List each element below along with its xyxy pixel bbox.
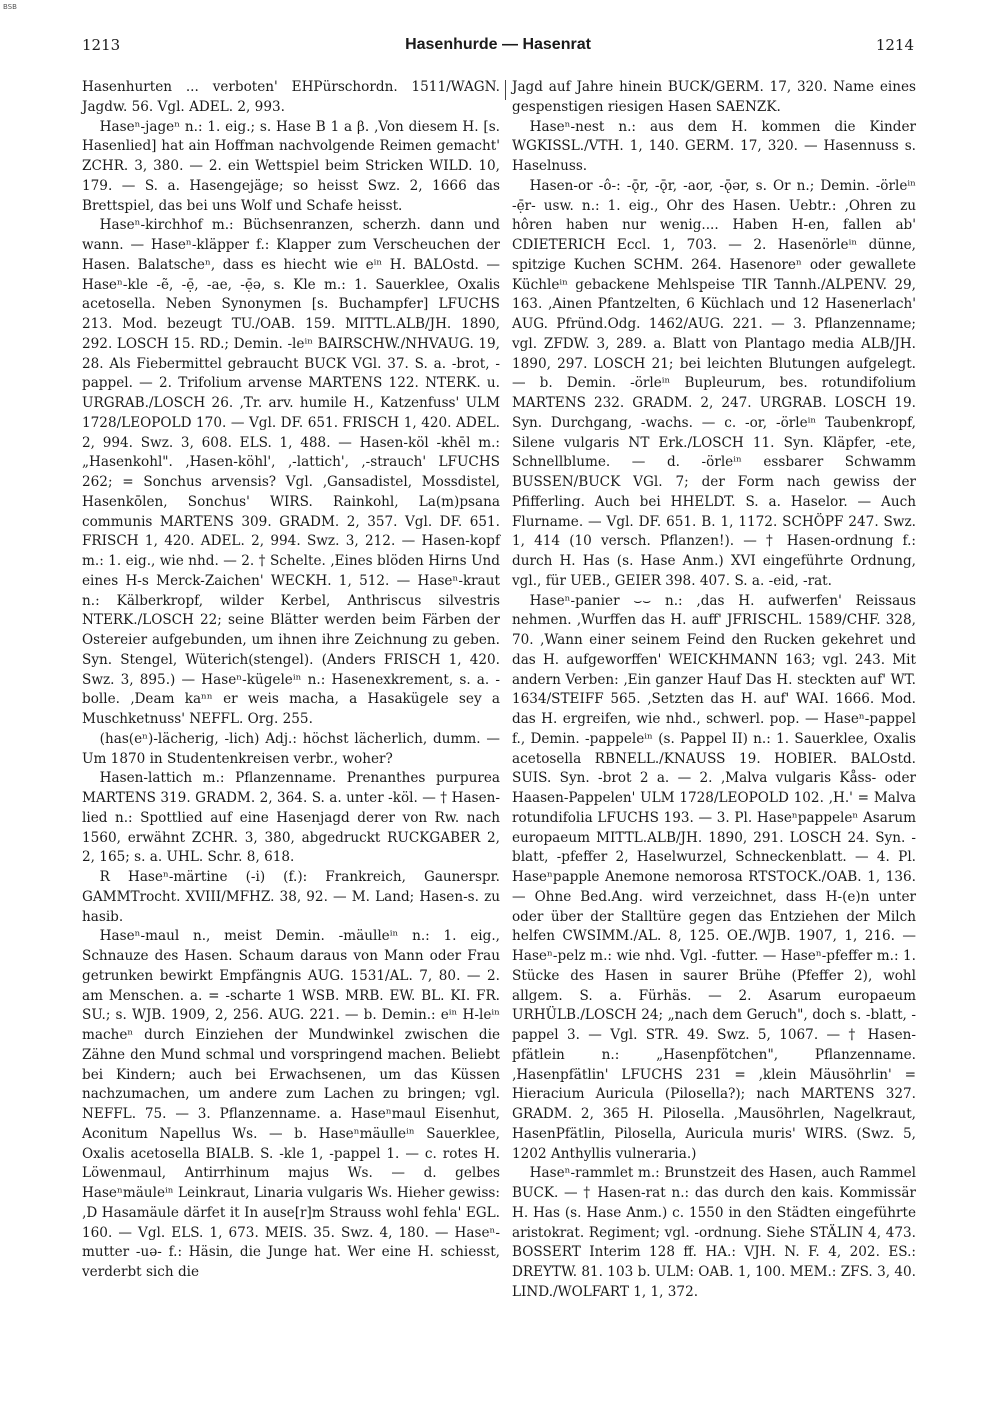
dictionary-entry: Haseⁿ-maul n., meist Demin. -mäulleⁱⁿ n.: 1. eig., Schnauze des Hasen. Schaum daraus von Mann oder Frau getrunken bewirkt Empfängnis AUG. 1531/AL. 7, 80. — 2. am Menschen. a. = -scharte 1 WSB. MRB. EW. BL. KI. FR. SU.; s. WJB. 1909, 2, 256. AUG. 221. — b. Demin.: eⁱⁿ H-leⁱⁿ macheⁿ durch Einziehen der Mundwinkel zwischen die Zähne den Mund schmal und vorspringend machen. Beliebt bei Kindern; auch bei Erwachsenen, um das Küssen nachzumachen, um andere zum Lachen zu bringen; vgl. NEFFL. 75. — 3. Pflanzenname. a. Haseⁿmaul Eisenhut, Aconitum Napellus Ws. — b. Haseⁿmäulleⁱⁿ Sauerklee, Oxalis acetosella BIALB. S. -kle 1, -pappel 1. — c. rotes H. Löwenmaul, Antirrhinum majus Ws. — d. gelbes Haseⁿmäuleⁱⁿ Leinkraut, Linaria vulgaris Ws. Hieher gewiss: ‚D Hasamäule därfet it In ause[r]m Strauss wohl fehla' EGL. 160. — Vgl. ELS. 1, 673. MEIS. 35. Swz. 4, 180. — Haseⁿ-mutter -uə- f.: Häsin, die Junge hat. Wer eine H. schiesst, verderbt sich die (82, 928, 500, 1280)
column-divider (505, 80, 506, 100)
page-number-right: 1214 (875, 36, 914, 54)
dictionary-entry: R Haseⁿ-märtine (-i) (f.): Frankreich, Gaunerspr. GAMMTrocht. XVIII/MFHZ. 38, 92. — M. Land; Hasen-s. zu hasib. (82, 869, 500, 925)
dictionary-entry: (has(eⁿ)-lächerig, -lich) Adj.: höchst lächerlich, dumm. — Um 1870 in Studentenkreisen verbr., woher? (82, 730, 500, 767)
dictionary-entry: Haseⁿ-kirchhof m.: Büchsenranzen, scherzh. dann und wann. — Haseⁿ-kläpper f.: Klapper zum Verscheuchen der Hasen. Balatscheⁿ, dass es hiecht wie eⁱⁿ H. BALOstd. — Haseⁿ-kle -ẽ, -ẹ̄, -ae, -ẹ̄ə, s. Kle m.: 1. Sauerklee, Oxalis acetosella. Neben Synonymen [s. Buchampfer] LFUCHS 213. Mod. bezeugt TU./OAB. 159. MITTL.ALB/JH. 1890, 292. LOSCH 15. RD.; Demin. -leⁱⁿ BAIRSCHW./NHVAUG. 19, 28. Als Fiebermittel gebraucht BUCK VGl. 37. S. a. -brot, -pappel. — 2. Trifolium arvense MARTENS 122. NTERK. u. URGRAB./LOSCH 26. ‚Tr. arv. humile H., Katzenfuss' ULM 1728/LEOPOLD 170. — Vgl. DF. 651. FRISCH 1, 420. ADEL. 2, 994. Swz. 3, 608. ELS. 1, 488. — Hasen-köl -khēl m.: „Hasenkohl". ‚Hasen-köhl', ‚-lattich', ‚-strauch' LFUCHS 262; = Sonchus arvensis? Vgl. ‚Gansadistel, Mossdistel, Hasenkōlen, Sonchus' WIRS. Rainkohl, La(m)psana communis MARTENS 309. GRADM. 2, 357. Vgl. DF. 651. FRISCH 1, 420. ADEL. 2, 994. Swz. 3, 212. — Hasen-kopf m.: 1. eig., wie nhd. — 2. † Schelte. ‚Eines blöden Hirns Und eines H-s Merck-Zaichen' WECKH. 1, 512. — Haseⁿ-kraut n.: Kälberkropf, wilder Kerbel, Anthriscus silvestris NTERK./LOSCH 22; seine Blätter werden beim Färben der Ostereier aufgebunden, um ihnen ihre Zeichnung zu geben. Syn. Stengel, Wüterich(stengel). (Anders FRISCH 1, 420. Swz. 3, 895.) — Haseⁿ-kügeleⁱⁿ n.: Hasenexkrement, s. a. -bolle. ‚Deam kaⁿⁿ er weis macha, a Hasakügele sey a Muschketnuss' NEFFL. Org. 255. (82, 217, 500, 727)
library-watermark: BSB (3, 3, 17, 11)
page-header (82, 36, 914, 60)
right-column (512, 78, 916, 1303)
dictionary-entry: Haseⁿ-jageⁿ n.: 1. eig.; s. Hase B 1 a β. ‚Von diesem H. [s. Hasenlied] hat ain Hoffman nachvolgende Reimen gemacht' ZCHR. 3, 380. — 2. ein Wettspiel beim Stricken WILD. 10, 179. — S. a. Hasengejäge; so heisst Swz. 2, 1666 das Brettspiel, das bei uns Wolf und Schafe heisst. (82, 118, 500, 214)
dictionary-entry: Haseⁿ-rammlet m.: Brunstzeit des Hasen, auch Rammel BUCK. — † Hasen-rat n.: das durch den kais. Kommissär H. Has (s. Hase Anm.) c. 1550 in den Städten eingeführte aristokrat. Regiment; vgl. -ordnung. Siehe STÄLIN 4, 473. BOSSERT Interim 128 ff. HA.: VJH. N. F. 4, 202. ES.: DREYTW. 81. 103 b. ULM: OAB. 1, 100. MEM.: ZFS. 3, 40. LIND./WOLFART 1, 1, 372. (512, 1165, 916, 1300)
running-head: Hasenhurde — Hasenrat (405, 36, 591, 53)
dictionary-entry: Hasenhurten ... verboten' EHPürschordn. 1511/WAGN. Jagdw. 56. Vgl. ADEL. 2, 993. (82, 79, 500, 115)
dictionary-entry: Jagd auf Jahre hinein BUCK/GERM. 17, 320. Name eines gespenstigen riesigen Hasen SAENZK. (512, 79, 916, 115)
dictionary-entry: Haseⁿ-nest n.: aus dem H. kommen die Kinder WGKISSL./VTH. 1, 140. GERM. 17, 320. — Hasennuss s. Haselnuss. (512, 118, 916, 174)
dictionary-entry: Haseⁿ-panier ⌣⌣ n.: ‚das H. aufwerfen' Reissaus nehmen. ‚Wurffen das H. auff' JFRISCHL. 1589/CHF. 328, 70. ‚Wann einer seinem Feind den Rucken gekehret und das H. aufgeworffen' WEICKHMANN 163; vgl. 243. Mit andern Verben: ‚Ein ganzer Hauf Das H. steckten auf' WT. 1634/STEIFF 565. ‚Setzten das H. auf' WAI. 1666. Mod. das H. ergreifen, wie nhd., schwerl. pop. — Haseⁿ-pappel f., Demin. -pappeleⁱⁿ (s. Pappel II) n.: 1. Sauerklee, Oxalis acetosella RBNELL./KNAUSS 19. HOBIER. BALOstd. SUIS. Syn. -brot 2 a. — 2. ‚Malva vulgaris Kåss- oder Haasen-Pappelen' ULM 1728/LEOPOLD 102. ‚H.' = Malva rotundifolia LFUCHS 193. — 3. Pl. Haseⁿpappeleⁿ Asarum europaeum MITTL.ALB/JH. 1890, 291. LOSCH 24. Syn. -blatt, -pfeffer 2, Haselwurzel, Schneckenblatt. — 4. Pl. Haseⁿpapple Anemone nemorosa RTSTOCK./OAB. 1, 136. — Ohne Bed.Ang. wird verzeichnet, dass H-(e)n unter oder über der Stalltüre gegen das Entziehen der Milch helfen CWSIMM./AL. 8, 125. OE./WJB. 1907, 1, 216. — Haseⁿ-pelz m.: wie nhd. Vgl. -futter. — Haseⁿ-pfeffer m.: 1. Stücke des Hasen in saurer Brühe (Pfeffer 2), wohl allgem. S. a. Fürhäs. — 2. Asarum europaeum URHÜLB./LOSCH 24; „nach dem Geruch", doch s. -blatt, -pappel 3. — Vgl. STR. 49. Swz. 5, 1067. — † Hasen-pfätlein n.: „Hasenpfötchen", Pflanzenname. ‚Hasenpfätlin' LFUCHS 231 = ‚klein Mäusöhrlin' = Hieracium Auricula (Pilosella?); nach MARTENS 327. GRADM. 2, 365 H. Pilosella. ‚Mausöhrlen, Nagelkraut, HasenPfätlin, Pilosella, Auricula muris' WIRS. (Swz. 5, 1202 Anthyllis vulneraria.) (512, 592, 916, 1162)
left-column (82, 78, 500, 1283)
dictionary-entry: Hasen-or -ô-: -ǭr, -ǭr, -aor, -ǭər, s. Or n.; Demin. -örleⁱⁿ -ẹ̄r- usw. n.: 1. eig., Ohr des Hasen. Uebtr.: ‚Ohren zu hôren haben nur wenig.... Haben H-en, fallen ab' CDIETERICH Eccl. 1, 703. — 2. Hasenörleⁱⁿ dünne, spitzige Kuchen SCHM. 264. Hasenoreⁿ oder gewallete Küchleⁱⁿ gebackene Mehlspeise TIR Tannh./ALPENV. 29, 163. ‚Ainen Pfantzelten, 6 Küchlach und 12 Hasenerlach' AUG. Pfründ.Odg. 1462/AUG. 221. — 3. Pflanzenname; vgl. ZFDW. 3, 289. a. Blatt von Plantago media ALB/JH. 1890, 297. LOSCH 21; bei leichten Blutungen aufgelegt. — b. Demin. -örleⁱⁿ Bupleurum, bes. rotundifolium MARTENS 232. GRADM. 2, 247. URGRAB. LOSCH 19. Syn. Durchgang, -wachs. — c. -or, -örleⁱⁿ Taubenkropf, Silene vulgaris NT Erk./LOSCH 11. Syn. Kläpfer, -ete, Schnellblume. — d. -örleⁱⁿ essbarer Schwamm BUSSEN/BUCK VGl. 7; der Form nach gewiss der Pfifferling. Auch bei HHELDT. S. a. Haselor. — Auch Flurname. — Vgl. DF. 651. B. 1, 1172. SCHÖPF 247. Swz. 1, 414 (10 versch. Pflanzen!). — † Hasen-ordnung f.: durch H. Has (s. Hase Anm.) XVI eingeführte Ordnung, vgl., für UEB., GEIER 398. 407. S. a. -eid, -rat. (512, 177, 916, 589)
page-number-left: 1213 (82, 36, 121, 54)
dictionary-entry: Hasen-lattich m.: Pflanzenname. Prenanthes purpurea MARTENS 319. GRADM. 2, 364. S. a. unter -köl. — † Hasen-lied n.: Spottlied auf eine Hasenjagd derer von Rw. nach 1560, erwähnt ZCHR. 3, 380, abgedruckt RUCKGABER 2, 2, 165; s. a. UHL. Schr. 8, 618. (82, 770, 500, 866)
